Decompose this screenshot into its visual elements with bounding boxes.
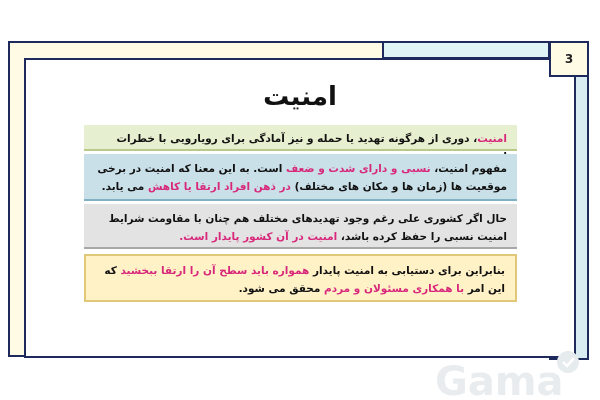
conclusion-highlight-1: همواره باید سطح آن را ارتقا ببخشید [120,265,310,277]
concept-highlight-2: در ذهن افراد ارتقا یا کاهش [147,181,291,193]
resistance-box [84,204,517,249]
term-highlight: امنیت [477,133,507,145]
resistance-text: حال اگر کشوری علی رغم وجود تهدیدهای مختلف هم چنان با مقاومت شرایط امنیت نسبی را حفظ کرده باشد، [108,213,507,243]
concept-text-3: می یابد. [101,181,148,193]
concept-text-1: مفهوم امنیت، [430,163,507,175]
gama-watermark-logo [425,340,590,400]
page-title: امنیت [263,82,337,112]
watermark-text: Gama [435,359,564,400]
top-strip-decor [382,41,550,59]
definition-text: ، دوری از هرگونه تهدید یا حمله و نیز آمادگی برای رویارویی با خطرات [116,133,478,145]
concept-highlight-1: نسبی و دارای شدت و ضعف [285,163,431,175]
conclusion-highlight-2: با همکاری مسئولان و مردم [324,283,465,295]
resistance-highlight: امنیت در آن کشور پایدار است. [179,231,338,243]
conclusion-box [84,254,517,302]
concept-text-2: است. به این معنا که امنیت در برخی موقعیت ها (زمان ها و مکان های مختلف) [97,163,507,193]
definition-box [84,125,517,151]
concept-box [84,154,517,201]
conclusion-text-1: بنابراین برای دستیابی به امنیت پایدار [309,265,505,277]
conclusion-text-3: محقق می شود. [238,283,325,295]
conclusion-text-2: که این امر [104,265,505,295]
page-number: 3 [549,41,589,77]
